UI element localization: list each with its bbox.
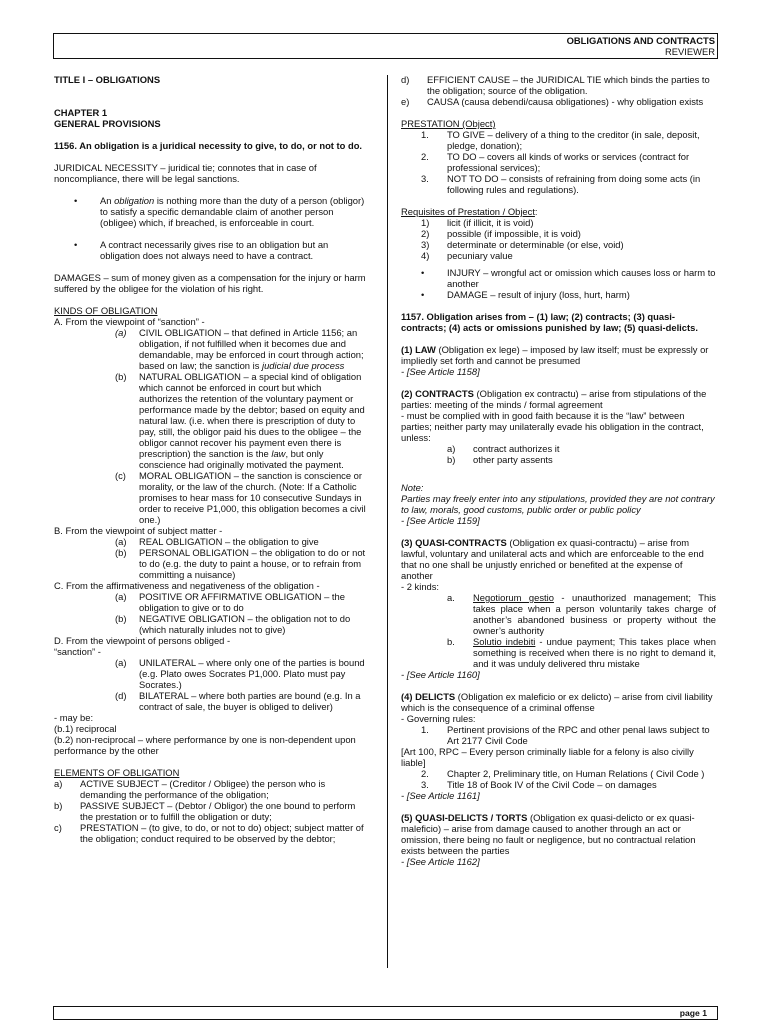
quasi-contracts-reference: - [See Article 1160] (401, 669, 480, 680)
delicts-paragraph: (4) DELICTS (Obligation ex maleficio or ex delicto) – arise from civil liability which is the consequence of a criminal offense (401, 691, 713, 713)
list-item: (a) CIVIL OBLIGATION – that defined in Article 1156; an obligation, if not fulfilled when it becomes due and demandable, may be enforced in court through action; based on law; the sanction is judicial due process (115, 327, 364, 371)
list-item: e) CAUSA (causa debendi/causa obligationes) - why obligation exists (401, 96, 704, 107)
list-item: 2. Chapter 2, Preliminary title, on Human Relations ( Civil Code ) (421, 768, 705, 779)
list-item: 4) pecuniary value (421, 250, 513, 261)
list-item: 1. Pertinent provisions of the RPC and other penal laws subject to Art 2177 Civil Code (421, 724, 710, 746)
header-subtitle: REVIEWER (664, 46, 715, 57)
list-item: 2) possible (if impossible, it is void) (421, 228, 581, 239)
kinds-c: C. From the affirmativeness and negativeness of the obligation - (54, 580, 320, 591)
bullet-item: • INJURY – wrongful act or omission which causes loss or harm to another (421, 267, 716, 289)
kinds-a: A. From the viewpoint of “sanction” - (54, 316, 205, 327)
page-footer (53, 1006, 718, 1020)
title-heading: TITLE I – OBLIGATIONS (54, 74, 161, 85)
may-be: - may be: (54, 712, 94, 723)
chapter-heading: CHAPTER 1 (54, 107, 108, 118)
juridical-necessity: JURIDICAL NECESSITY – juridical tie; connotes that in case of noncompliance, there will be legal sanctions. (54, 162, 317, 184)
list-item: (a) REAL OBLIGATION – the obligation to give (115, 536, 319, 547)
article-1157: 1157. Obligation arises from – (1) law; (2) contracts; (3) quasi-contracts; (4) acts or omissions punished by law; (5) quasi-delicts. (401, 311, 698, 333)
law-reference: - [See Article 1158] (401, 366, 480, 377)
list-item: 1) licit (if illicit, it is void) (421, 217, 534, 228)
list-item: b) other party assents (447, 454, 553, 465)
chapter-subheading: GENERAL PROVISIONS (54, 118, 161, 129)
reciprocal: (b.1) reciprocal (54, 723, 117, 734)
list-item: (b) NATURAL OBLIGATION – a special kind of obligation which cannot be enforced in court but which authorizes the retention of the voluntary payment or performance made by the debtor; based on equity and natural law. (i.e. when there is prescription of duty to pay, still, the obligor paid his dues to the obligee – the obligor cannot recover his payment even there is prescription) the sanction is the law, but only conscience had originally motivated the payment. (115, 371, 365, 470)
quasi-delicts-paragraph: (5) QUASI-DELICTS / TORTS (Obligation ex quasi-delicto or ex quasi-maleficio) – arise from damage caused to another through an act or omission, there being no fault or negligence, but no contractual relation exists between the parties (401, 812, 696, 856)
bullet-item: • DAMAGE – result of injury (loss, hurt, harm) (421, 289, 630, 300)
list-item: (d) BILATERAL – where both parties are bound (e.g. In a contract of sale, the buyer is obliged to deliver) (115, 690, 361, 712)
kinds-d-sanction: “sanction” - (54, 646, 101, 657)
note-label: Note: (401, 482, 424, 493)
list-item: a) contract authorizes it (447, 443, 560, 454)
list-item: b) PASSIVE SUBJECT – (Debtor / Obligor) the one bound to perform the prestation or to fulfill the obligation or duty; (54, 800, 356, 822)
contracts-paragraph-2: - must be complied with in good faith because it is the “law” between parties; neither party may unilaterally evade his obligation in the contract, unless: (401, 410, 704, 443)
delicts-note: [Art 100, RPC – Every person criminally liable for a felony is also civilly liable] (401, 746, 694, 768)
header-title: OBLIGATIONS AND CONTRACTS (566, 35, 715, 46)
list-item: 3) determinate or determinable (or else, void) (421, 239, 624, 250)
list-item: (c) MORAL OBLIGATION – the sanction is conscience or morality, or the law of the church. (Note: If a Catholic promises to hear mass for 10 consecutive Sundays in order to receive P1,000, this obligation becomes a civil one.) (115, 470, 366, 525)
prestation-heading: PRESTATION (Object) (401, 118, 496, 129)
kinds-b: B. From the viewpoint of subject matter - (54, 525, 223, 536)
quasi-delicts-reference: - [See Article 1162] (401, 856, 480, 867)
quasi-contracts-kinds: - 2 kinds: (401, 581, 440, 592)
list-item: a. Negotiorum gestio - unauthorized management; This takes place when a person voluntarily takes charge of another’s abandoned business or property without the owner’s authority (447, 592, 716, 636)
column-divider (387, 75, 388, 968)
delicts-rules: - Governing rules: (401, 713, 476, 724)
non-reciprocal: (b.2) non-reciprocal – where performance by one is non-dependent upon performance by the other (54, 734, 356, 756)
kinds-heading: KINDS OF OBLIGATION (54, 305, 158, 316)
list-item: b. Solutio indebiti - undue payment; This takes place when something is received when there is no right to demand it, and it was unduly delivered thru mistake (447, 636, 716, 669)
contracts-reference: - [See Article 1159] (401, 515, 480, 526)
note-body: Parties may freely enter into any stipulations, provided they are not contrary to law, morals, good customs, public order or public policy (401, 493, 715, 515)
list-item: 2. TO DO – covers all kinds of works or services (contract for professional services); (421, 151, 690, 173)
delicts-reference: - [See Article 1161] (401, 790, 480, 801)
page-number: page 1 (679, 1008, 707, 1018)
bullet-item: • An obligation is nothing more than the duty of a person (obligor) to satisfy a specific demandable claim of another person (obligee) which, if breached, is enforceable in court. (74, 195, 365, 228)
requisites-heading: Requisites of Prestation / Object: (401, 206, 538, 217)
list-item: c) PRESTATION – (to give, to do, or not to do) object; subject matter of the obligation; conduct required to be observed by the debtor; (54, 822, 364, 844)
list-item: (a) POSITIVE OR AFFIRMATIVE OBLIGATION – the obligation to give or to do (115, 591, 345, 613)
quasi-contracts-paragraph: (3) QUASI-CONTRACTS (Obligation ex quasi-contractu) – arise from lawful, voluntary and unilateral acts and which are enforceable to the end that no one shall be unjustly enriched or benefited at the expense of another (401, 537, 704, 581)
law-paragraph: (1) LAW (Obligation ex lege) – imposed by law itself; must be expressly or impliedly set forth and cannot be presumed (401, 344, 709, 366)
list-item: 1. TO GIVE – delivery of a thing to the creditor (in sale, deposit, pledge, donation); (421, 129, 700, 151)
list-item: (b) PERSONAL OBLIGATION – the obligation to do or not to do (e.g. the duty to paint a house, or to refrain from committing a nuisance) (115, 547, 366, 580)
list-item: d) EFFICIENT CAUSE – the JURIDICAL TIE which binds the parties to the obligation; source of the obligation. (401, 74, 710, 96)
list-item: (a) UNILATERAL – where only one of the parties is bound (e.g. Plato owes Socrates P1,000. Plato must pay Socrates.) (115, 657, 365, 690)
kinds-d: D. From the viewpoint of persons obliged - (54, 635, 231, 646)
contracts-paragraph: (2) CONTRACTS (Obligation ex contractu) – arise from stipulations of the parties: meeting of the minds / formal agreement (401, 388, 707, 410)
list-item: 3. NOT TO DO – consists of refraining from doing some acts (in following rules and regulations). (421, 173, 701, 195)
bullet-item: • A contract necessarily gives rise to an obligation but an obligation does not always need to have a contract. (74, 239, 329, 261)
list-item: (b) NEGATIVE OBLIGATION – the obligation not to do (which naturally inludes not to give) (115, 613, 351, 635)
elements-heading: ELEMENTS OF OBLIGATION (54, 767, 180, 778)
damages-definition: DAMAGES – sum of money given as a compensation for the injury or harm suffered by the obligee for the violation of his right. (54, 272, 366, 294)
right-column (401, 74, 716, 867)
left-column (54, 74, 366, 844)
list-item: a) ACTIVE SUBJECT – (Creditor / Obligee) the person who is demanding the performance of the obligation; (54, 778, 326, 800)
list-item: 3. Title 18 of Book IV of the Civil Code – on damages (421, 779, 657, 790)
page-header (53, 33, 718, 59)
article-1156: 1156. An obligation is a juridical necessity to give, to do, or not to do. (54, 140, 363, 151)
